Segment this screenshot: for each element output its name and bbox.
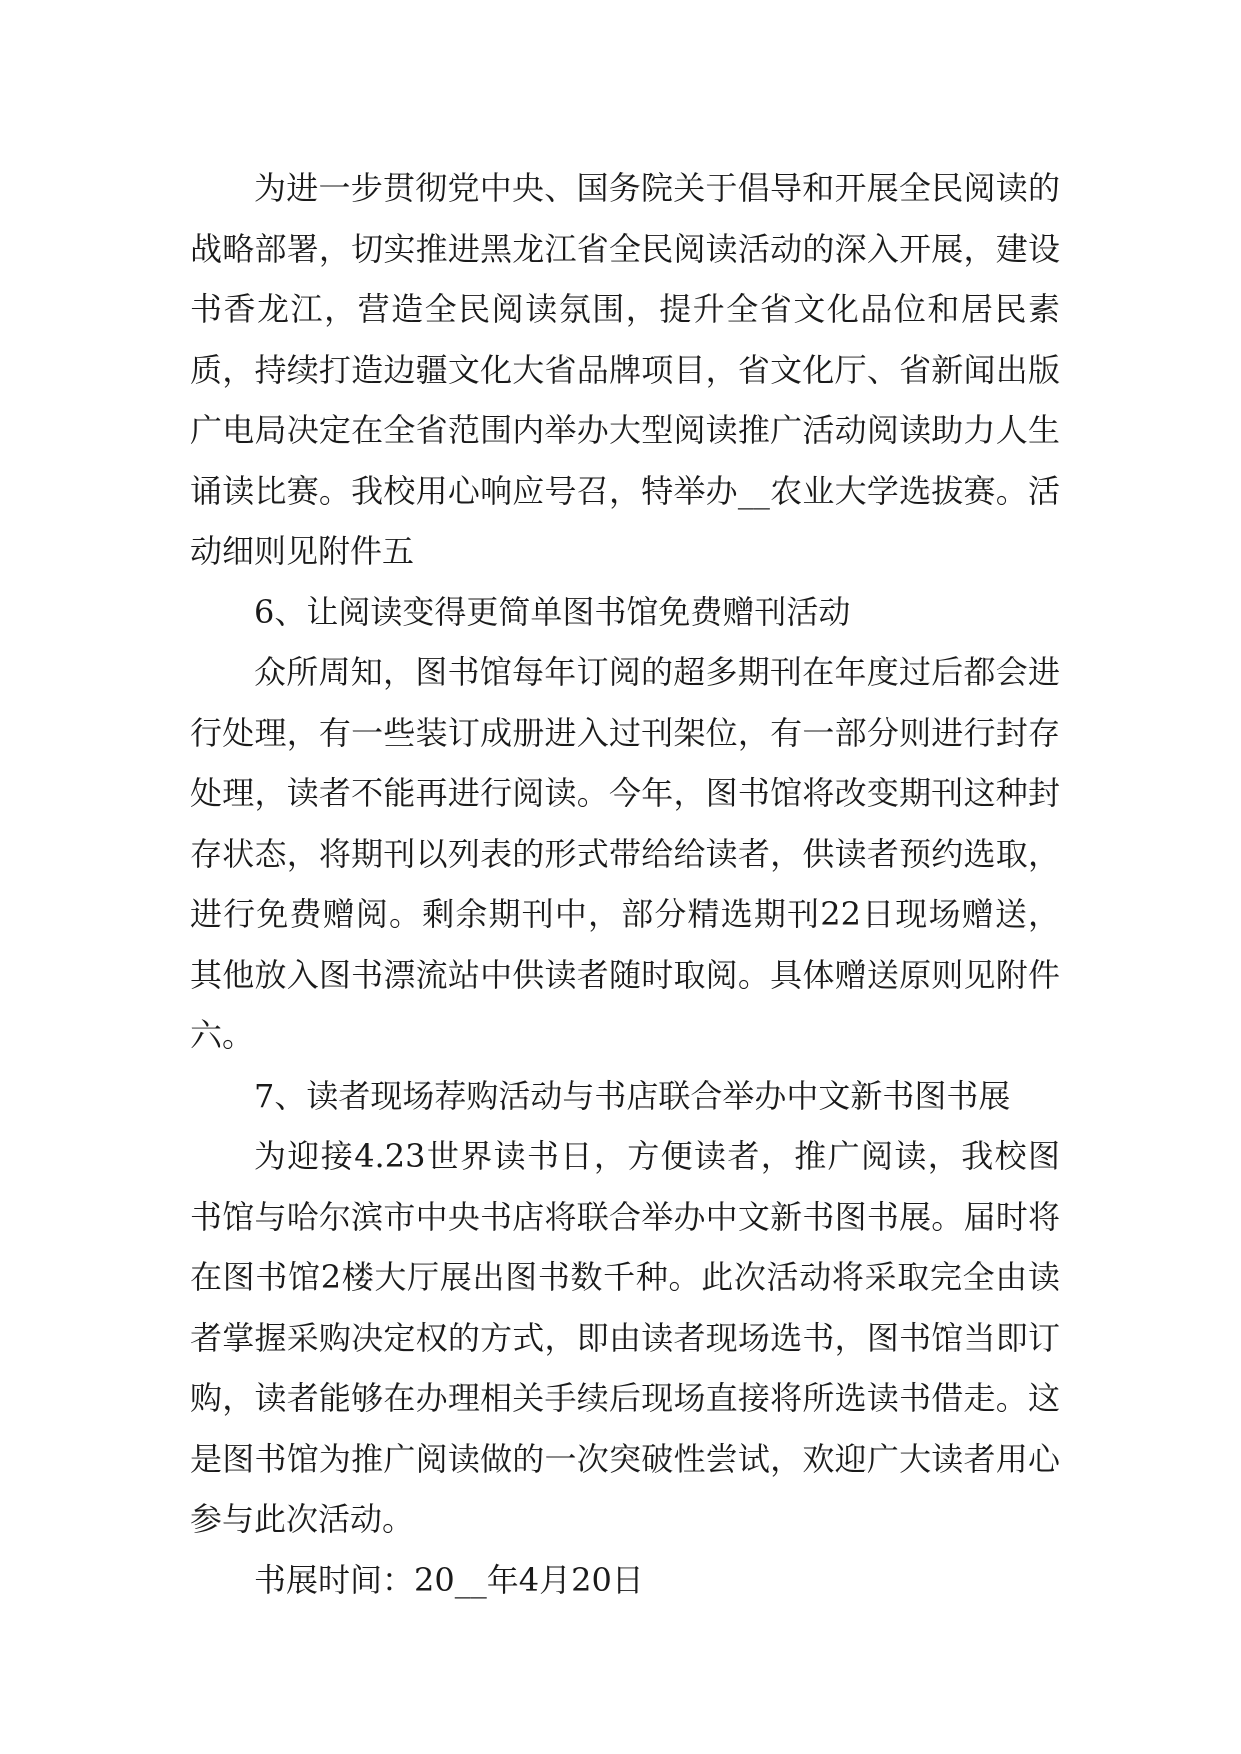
paragraph-free-periodicals: 众所周知，图书馆每年订阅的超多期刊在年度过后都会进行处理，有一些装订成册进入过刊架位，有一部分则进行封存处理，读者不能再进行阅读。今年，图书馆将改变期刊这种封存状态，将期刊以列表的形式带给给读者，供读者预约选取，进行免费赠阅。剩余期刊中，部分精选期刊22日现场赠送，其他放入图书漂流站中供读者随时取阅。具体赠送原则见附件六。 xyxy=(190,653,1060,1054)
paragraph-reading-competition: 为进一步贯彻党中央、国务院关于倡导和开展全民阅读的战略部署，切实推进黑龙江省全民阅读活动的深入开展，建设书香龙江，营造全民阅读氛围，提升全省文化品位和居民素质，持续打造边疆文化大省品牌项目，省文化厅、省新闻出版广电局决定在全省范围内举办大型阅读推广活动阅读助力人生诵读比赛。我校用心响应号召，特举办__农业大学选拔赛。活动细则见附件五 xyxy=(190,169,1060,570)
document-body xyxy=(190,158,1060,1610)
exhibition-time: 书展时间：20__年4月20日 xyxy=(254,1560,644,1599)
paragraph-book-exhibition: 为迎接4.23世界读书日，方便读者，推广阅读，我校图书馆与哈尔滨市中央书店将联合举办中文新书图书展。届时将在图书馆2楼大厅展出图书数千种。此次活动将采取完全由读者掌握采购决定权的方式，即由读者现场选书，图书馆当即订购，读者能够在办理相关手续后现场直接将所选读书借走。这是图书馆为推广阅读做的一次突破性尝试，欢迎广大读者用心参与此次活动。 xyxy=(190,1137,1060,1538)
heading-free-periodicals: 6、让阅读变得更简单图书馆免费赠刊活动 xyxy=(254,592,851,631)
heading-book-exhibition: 7、读者现场荐购活动与书店联合举办中文新书图书展 xyxy=(254,1076,1011,1115)
